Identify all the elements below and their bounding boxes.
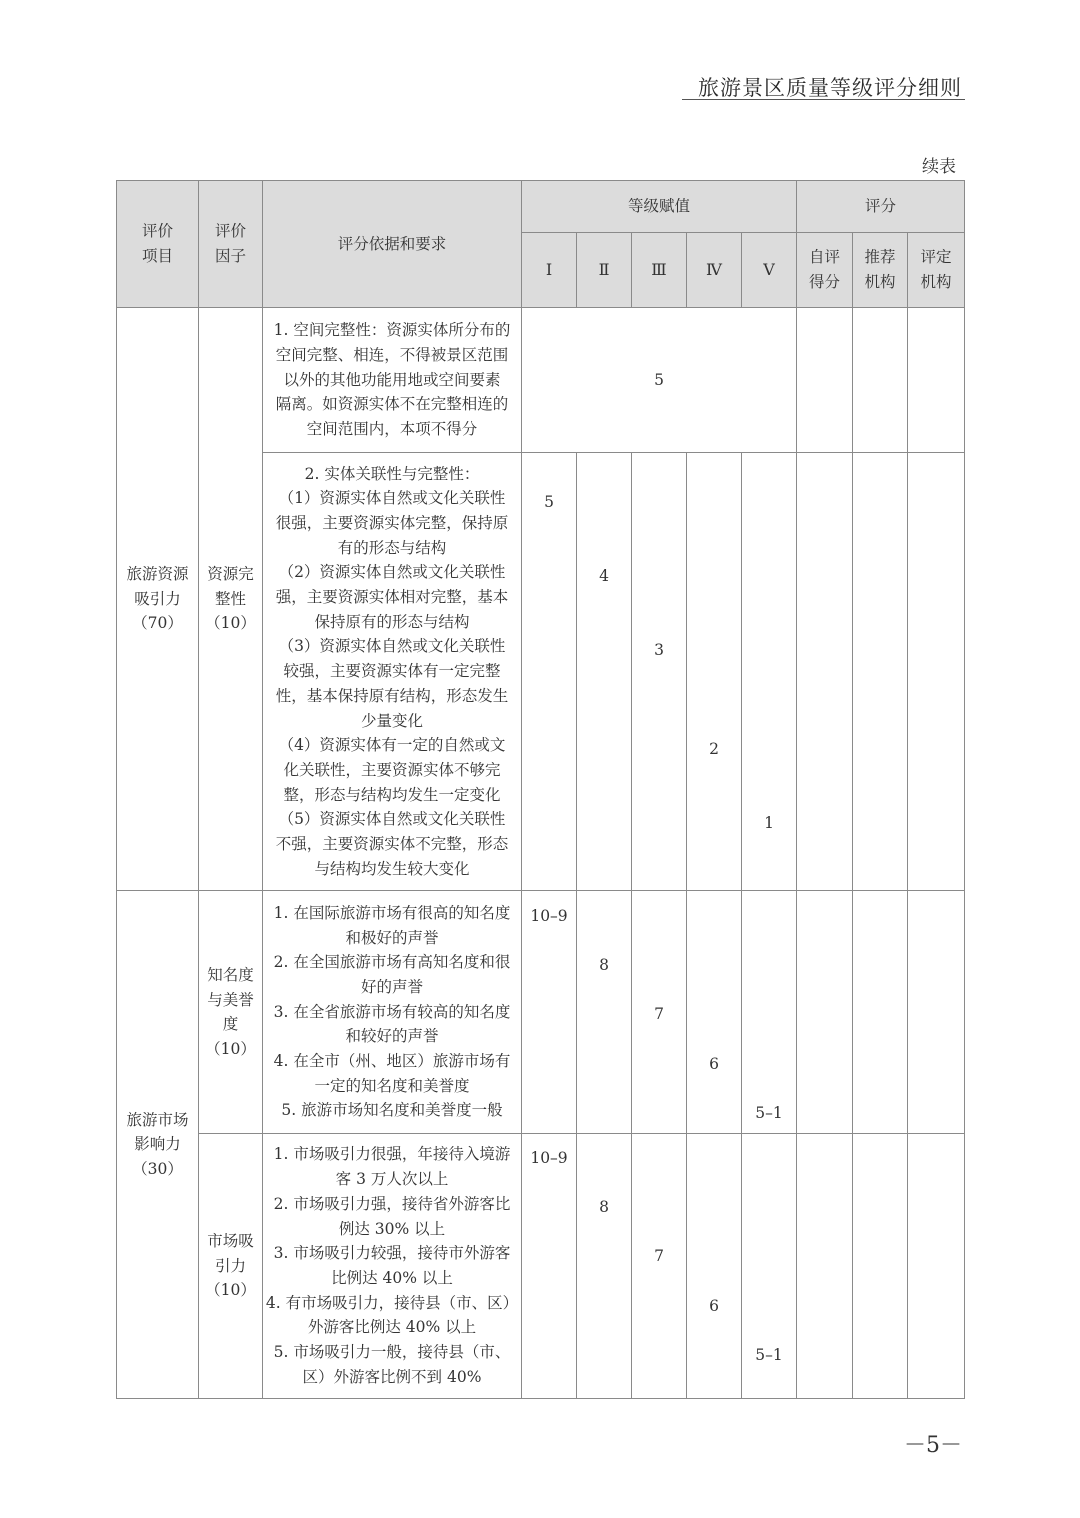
- self-score-cell[interactable]: [797, 891, 853, 1134]
- grade-value-cell: [687, 453, 742, 891]
- assess-score-cell[interactable]: [908, 891, 965, 1134]
- grade-value-cell: [742, 891, 797, 1134]
- grade-value: 5–1: [755, 1346, 783, 1364]
- assess-score-cell[interactable]: [908, 1134, 965, 1399]
- header-grade: Ⅰ: [522, 233, 577, 308]
- table-row: [117, 308, 965, 453]
- header-assess-org: 评定 机构: [908, 233, 965, 308]
- grade-value-cell: [687, 1134, 742, 1399]
- self-score-cell[interactable]: [797, 453, 853, 891]
- recommend-score-cell[interactable]: [853, 891, 908, 1134]
- grade-value: 8: [599, 956, 609, 974]
- grade-value: 7: [654, 1005, 664, 1023]
- assess-score-cell[interactable]: [908, 453, 965, 891]
- header-factor: 评价 因子: [199, 181, 263, 308]
- criteria-spatial-completeness: 1. 空间完整性：资源实体所分布的 空间完整、相连，不得被景区范围 以外的其他功能用地或空间要素 隔离。如资源实体不在完整相连的 空间范围内，本项不得分: [263, 308, 522, 453]
- header-grade: Ⅱ: [577, 233, 632, 308]
- scoring-table: [116, 180, 965, 1399]
- grade-value: 8: [599, 1198, 609, 1216]
- grade-value-cell: [632, 453, 687, 891]
- header-criteria: 评分依据和要求: [263, 181, 522, 308]
- item-market-influence: 旅游市场 影响力 （30）: [117, 891, 199, 1399]
- factor-market-attraction: 市场吸 引力 （10）: [199, 1134, 263, 1399]
- grade-value-cell: [522, 453, 577, 891]
- grade-value-cell: [522, 891, 577, 1134]
- table-row: [117, 891, 965, 1134]
- grade-value-cell: [742, 453, 797, 891]
- grade-value: 5–1: [755, 1104, 783, 1122]
- header-grade-group: 等级赋值: [522, 181, 797, 233]
- header-rule: [682, 99, 965, 100]
- grade-value: 6: [709, 1055, 719, 1073]
- grade-value: 7: [654, 1247, 664, 1265]
- grade-value: 1: [764, 814, 774, 832]
- self-score-cell[interactable]: [797, 308, 853, 453]
- recommend-score-cell[interactable]: [853, 308, 908, 453]
- header-item: 评价 项目: [117, 181, 199, 308]
- grade-value: 2: [709, 740, 719, 758]
- recommend-score-cell[interactable]: [853, 453, 908, 891]
- self-score-cell[interactable]: [797, 1134, 853, 1399]
- header-grade: Ⅳ: [687, 233, 742, 308]
- grade-value-cell: [632, 891, 687, 1134]
- grade-value-cell: [522, 1134, 577, 1399]
- document-title: 旅游景区质量等级评分细则: [698, 76, 962, 100]
- item-resource-attraction: 旅游资源 吸引力 （70）: [117, 308, 199, 891]
- header-grade: Ⅲ: [632, 233, 687, 308]
- factor-resource-completeness: 资源完 整性 （10）: [199, 308, 263, 891]
- assess-score-cell[interactable]: [908, 308, 965, 453]
- header-score-group: 评分: [797, 181, 965, 233]
- header-recommend-org: 推荐 机构: [853, 233, 908, 308]
- grade-value: 6: [709, 1297, 719, 1315]
- grade-value-merged: 5: [522, 308, 797, 453]
- factor-reputation: 知名度 与美誉 度 （10）: [199, 891, 263, 1134]
- grade-value-cell: [632, 1134, 687, 1399]
- grade-value-cell: [577, 891, 632, 1134]
- grade-value-cell: [577, 453, 632, 891]
- grade-value-cell: [742, 1134, 797, 1399]
- criteria-reputation: 1. 在国际旅游市场有很高的知名度 和极好的声誉 2. 在全国旅游市场有高知名度和很 好的声誉 3. 在全省旅游市场有较高的知名度 和较好的声誉 4. 在全市（州、地区）旅游市场有 一定的知名度和美誉度 5. 旅游市场知名度和美誉度一般: [263, 891, 522, 1134]
- continued-label: 续表: [922, 157, 956, 177]
- grade-value: 10–9: [530, 907, 568, 925]
- header-self-score: 自评 得分: [797, 233, 853, 308]
- grade-value: 10–9: [530, 1149, 568, 1167]
- grade-value-cell: [577, 1134, 632, 1399]
- criteria-market-attraction: 1. 市场吸引力很强，年接待入境游 客 3 万人次以上 2. 市场吸引力强，接待省外游客比 例达 30% 以上 3. 市场吸引力较强，接待市外游客 比例达 40% 以上 4. 有市场吸引力，接待县（市、区） 外游客比例达 40% 以上 5. 市场吸引力一般，接待县（市、 区）外游客比例不到 40%: [263, 1134, 522, 1399]
- grade-value: 5: [544, 493, 554, 511]
- header-grade: Ⅴ: [742, 233, 797, 308]
- page-number: －5－: [904, 1433, 962, 1458]
- recommend-score-cell[interactable]: [853, 1134, 908, 1399]
- grade-value: 4: [599, 567, 609, 585]
- table-row: [117, 1134, 965, 1399]
- criteria-entity-relevance: 2. 实体关联性与完整性： （1）资源实体自然或文化关联性 很强，主要资源实体完整，保持原 有的形态与结构 （2）资源实体自然或文化关联性 强，主要资源实体相对完整，基本 保持原有的形态与结构 （3）资源实体自然或文化关联性 较强，主要资源实体有一定完整 性，基本保持原有结构，形态发生 少量变化 （4）资源实体有一定的自然或文 化关联性，主要资源实体不够完 整，形态与结构均发生一定变化 （5）资源实体自然或文化关联性 不强，主要资源实体不完整，形态 与结构均发生较大变化: [263, 453, 522, 891]
- grade-value-cell: [687, 891, 742, 1134]
- grade-value: 3: [654, 641, 664, 659]
